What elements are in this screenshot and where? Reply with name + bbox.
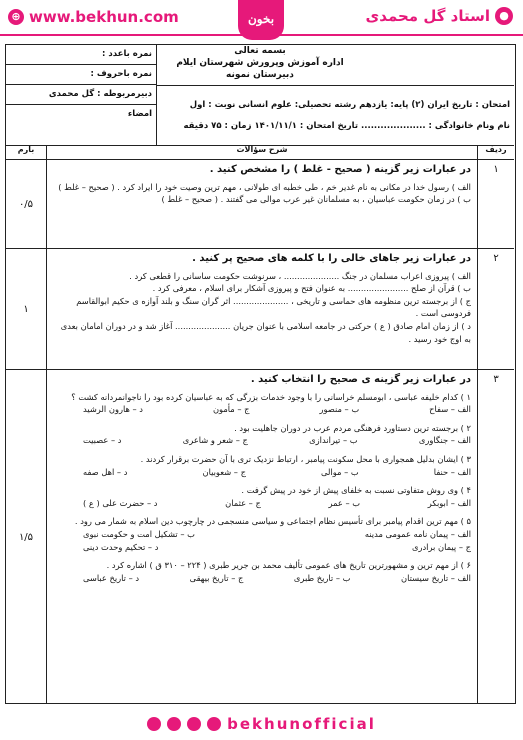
question-number: ۱ <box>477 160 514 248</box>
question-line: الف ) رسول خدا در مکانی به نام غدیر خم ، طی خطبه ای طولانی ، مهم ترین وصیت خود را ایراد کرد . ( صحیح – غلط ) <box>58 181 471 192</box>
office-name: اداره آموزش وپرورش شهرستان ایلام <box>176 58 344 68</box>
mc-option[interactable]: ب – تشکیل امت و حکومت نبوی <box>83 528 195 539</box>
youtube-icon[interactable] <box>167 717 181 731</box>
mc-option[interactable]: ج – مأمون <box>212 404 250 415</box>
question-number: ۲ <box>477 249 514 369</box>
mc-item <box>53 391 471 416</box>
mc-question: ۳ ) ایشان بدلیل همجواری با محل سکونت پیامبر ، ارتباط نزدیک تری با آن حضرت برقرار کردند . <box>140 453 471 464</box>
teacher-field: دبیرمربوطه : گل محمدی <box>6 85 156 105</box>
teacher-name-text: استاد گل محمدی <box>365 7 490 25</box>
score-letter-field: نمره باحروف : <box>6 65 156 85</box>
mc-option[interactable]: ج – عثمان <box>225 497 261 508</box>
bismillah: بسمه تعالی <box>234 46 286 56</box>
mc-item <box>53 453 471 478</box>
col-score-header: بارم <box>17 145 35 154</box>
mc-option[interactable]: ب – موالی <box>321 466 359 477</box>
telegram-icon[interactable] <box>187 717 201 731</box>
question-title: در عبارات زیر گزینه ( صحیح - غلط ) را مشخص کنید . <box>209 164 471 175</box>
question-score: ۱/۵ <box>18 531 34 543</box>
mc-question: ۴ ) وی روش متفاوتی نسبت به خلفای پیش از خود در پیش گرفت . <box>241 485 471 496</box>
question-row <box>6 370 514 704</box>
mc-option[interactable]: ج – شعوبیان <box>202 466 246 477</box>
mc-question: ۵ ) مهم ترین اقدام پیامبر برای تأسیس نظام اجتماعی و سیاسی منسجمی در چارچوب دین اسلام به شمار می رود . <box>74 516 471 527</box>
globe-icon: ⊕ <box>8 9 24 25</box>
mc-option[interactable]: د – اهل صفه <box>83 466 128 477</box>
mc-item <box>53 559 471 584</box>
mc-item <box>53 484 471 509</box>
header-center <box>156 45 364 85</box>
user-icon: ● <box>495 7 513 25</box>
table-header <box>6 145 514 160</box>
exam-header <box>6 45 514 146</box>
school-name: دبیرستان نمونه <box>226 70 294 80</box>
mc-option[interactable]: الف – حنفا <box>433 466 471 477</box>
mc-item <box>53 422 471 447</box>
mc-option[interactable]: ج – تاریخ بیهقی <box>189 572 244 583</box>
question-line: الف ) پیروزی اعراب مسلمان در جنگ ..................... ، سرنوشت حکومت ساسانی را قطعی کرد . <box>129 270 471 281</box>
question-title: در عبارات زیر جاهای خالی را با کلمه های صحیح پر کنید . <box>192 253 471 264</box>
mc-question: ۶ ) از مهم ترین و مشهورترین تاریخ های عمومی تألیف محمد بن جریر طبری ( ۲۲۴ – ۳۱۰ ق ) اشاره کرد . <box>106 560 471 571</box>
teacher-name-banner <box>366 7 513 25</box>
score-digit-field: نمره باعدد : <box>6 45 156 65</box>
site-url-text: www.bekhun.com <box>29 8 179 26</box>
question-score: ۰/۵ <box>18 198 34 210</box>
questions-table <box>6 145 514 704</box>
mc-option[interactable]: الف – پیمان نامه عمومی مدینه <box>364 528 471 539</box>
mc-option[interactable]: ج – پیمان برادری <box>411 541 471 552</box>
exam-info-line: امتحان : تاریخ ایران (۲) پایه: یازدهم رشته تحصیلی: علوم انسانی نوبت : اول <box>189 100 510 110</box>
exam-paper <box>5 44 516 704</box>
mc-option[interactable]: ب – عمر <box>328 497 361 508</box>
question-body <box>46 160 477 248</box>
instagram-icon[interactable] <box>147 717 161 731</box>
mc-option[interactable]: د – تحکیم وحدت دینی <box>83 541 159 552</box>
question-body <box>46 249 477 369</box>
mc-option[interactable]: ب – تیراندازی <box>309 435 358 446</box>
mc-option[interactable]: د – حضرت علی ( ع ) <box>83 497 158 508</box>
mc-question: ۲ ) برجسته ترین دستاورد فرهنگی مردم عرب در دوران جاهلیت بود . <box>234 422 471 433</box>
brand-logo <box>238 0 284 40</box>
mc-option[interactable]: د – تاریخ عباسی <box>83 572 140 583</box>
col-body-header: شرح سؤالات <box>46 145 477 159</box>
question-line: ب ) در زمان حکومت عباسیان ، به مسلمانان غیر عرب موالی می گفتند . ( صحیح – غلط ) <box>161 194 471 205</box>
question-score: ۱ <box>23 303 29 315</box>
social-footer <box>0 708 523 740</box>
header-divider <box>156 85 514 86</box>
mc-option[interactable]: ج – شعر و شاعری <box>182 435 248 446</box>
question-line: د ) از زمان امام صادق ( ع ) حرکتی در جامعه اسلامی با عنوان جریان ..................... آغاز شد و در دوران امامان بعدی به اوج خود رسید . <box>60 320 471 344</box>
mc-question: ۱ ) کدام خلیفه عباسی ، ابومسلم خراسانی را با وجود خدمات بزرگی که به عباسیان کرده بود را ناجوانمردانه کشت ؟ <box>71 391 471 402</box>
mc-option[interactable]: الف – سفاح <box>429 404 471 415</box>
mc-option[interactable]: الف – تاریخ سیستان <box>401 572 471 583</box>
mc-option[interactable]: د – هارون الرشید <box>83 404 143 415</box>
col-row-header: ردیف <box>477 145 514 159</box>
header-info <box>170 95 510 137</box>
question-row <box>6 160 514 249</box>
social-handle[interactable]: bekhunofficial <box>227 715 376 733</box>
question-body <box>46 370 477 704</box>
mc-option[interactable]: ب – تاریخ طبری <box>293 572 351 583</box>
mc-item <box>53 515 471 553</box>
whatsapp-icon[interactable] <box>207 717 221 731</box>
mc-option[interactable]: ب – منصور <box>319 404 360 415</box>
logo-text: بخون <box>247 12 275 26</box>
mc-option[interactable]: الف – جنگاوری <box>418 435 471 446</box>
score-box <box>6 45 157 145</box>
question-number: ۳ <box>477 370 514 704</box>
mc-option[interactable]: الف – ابوبکر <box>427 497 471 508</box>
student-name-line: نام ونام خانوادگی : .................... تاریخ امتحان : ۱۴۰۱/۱۱/۱ زمان : ۷۵ دقیقه <box>183 121 510 131</box>
mc-option[interactable]: د – عصبیت <box>83 435 122 446</box>
signature-field: امضاء <box>127 109 152 119</box>
site-url[interactable] <box>8 8 179 26</box>
question-line: ج ) از برجسته ترین منظومه های حماسی و تاریخی ، ..................... اثر گران سنگ و بلند آوازه ی حکیم ابوالقاسم فردوسی است . <box>76 295 471 319</box>
question-row <box>6 249 514 370</box>
question-line: ب ) قرآن از صلح ....................... به عنوان فتح و پیروزی آشکار برای اسلام ، معرفی کرد . <box>152 283 471 294</box>
question-title: در عبارات زیر گزینه ی صحیح را انتخاب کنید . <box>250 374 471 385</box>
